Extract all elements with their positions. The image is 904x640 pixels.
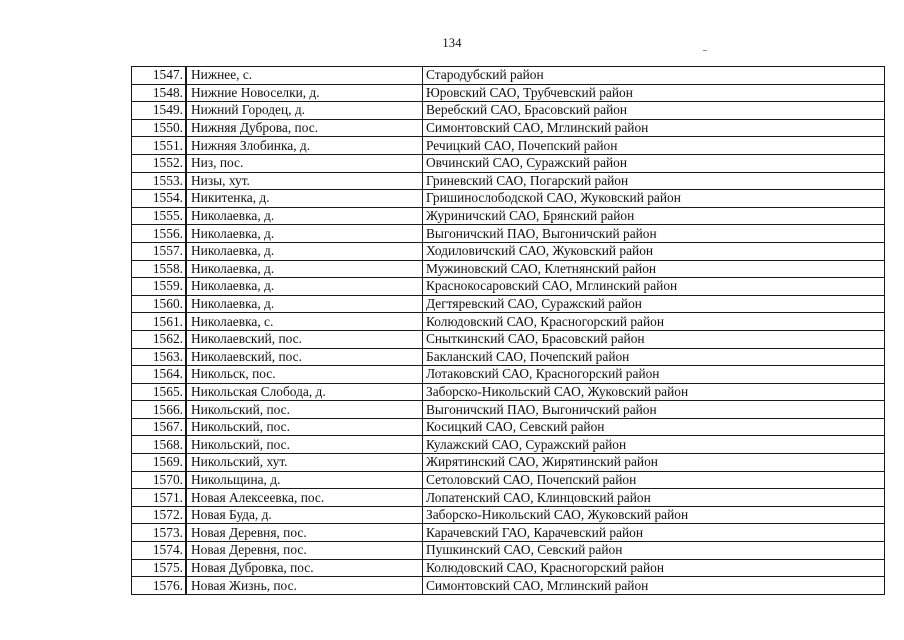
settlement-name: Никольщина, д. bbox=[186, 471, 423, 489]
table-row bbox=[132, 542, 885, 560]
settlement-name: Новая Алексеевка, пос. bbox=[186, 489, 423, 507]
settlements-table bbox=[131, 66, 885, 595]
administrative-district: Ходиловичский САО, Жуковский район bbox=[423, 242, 885, 260]
administrative-district: Веребский САО, Брасовский район bbox=[423, 102, 885, 120]
administrative-district: Кулажский САО, Суражский район bbox=[423, 436, 885, 454]
table-row bbox=[132, 67, 885, 85]
administrative-district: Лотаковский САО, Красногорский район bbox=[423, 366, 885, 384]
row-number: 1550. bbox=[132, 119, 187, 137]
table-row bbox=[132, 278, 885, 296]
administrative-district: Симонтовский САО, Мглинский район bbox=[423, 577, 885, 595]
table-row bbox=[132, 436, 885, 454]
table-row bbox=[132, 366, 885, 384]
administrative-district: Мужиновский САО, Клетнянский район bbox=[423, 260, 885, 278]
administrative-district: Гришинослободской САО, Жуковский район bbox=[423, 190, 885, 208]
settlement-name: Николаевка, д. bbox=[186, 225, 423, 243]
row-number: 1571. bbox=[132, 489, 187, 507]
table-row bbox=[132, 313, 885, 331]
settlement-name: Низ, пос. bbox=[186, 154, 423, 172]
administrative-district: Лопатенский САО, Клинцовский район bbox=[423, 489, 885, 507]
table-row bbox=[132, 190, 885, 208]
row-number: 1568. bbox=[132, 436, 187, 454]
settlement-name: Новая Буда, д. bbox=[186, 506, 423, 524]
administrative-district: Юровский САО, Трубчевский район bbox=[423, 84, 885, 102]
row-number: 1573. bbox=[132, 524, 187, 542]
settlement-name: Нижняя Дуброва, пос. bbox=[186, 119, 423, 137]
page-number: 134 bbox=[442, 36, 462, 50]
table-row bbox=[132, 454, 885, 472]
row-number: 1566. bbox=[132, 401, 187, 419]
administrative-district: Сныткинский САО, Брасовский район bbox=[423, 330, 885, 348]
table-row bbox=[132, 524, 885, 542]
settlement-name: Никитенка, д. bbox=[186, 190, 423, 208]
settlement-name: Нижние Новоселки, д. bbox=[186, 84, 423, 102]
row-number: 1555. bbox=[132, 207, 187, 225]
table-row bbox=[132, 295, 885, 313]
administrative-district: Овчинский САО, Суражский район bbox=[423, 154, 885, 172]
settlement-name: Николаевский, пос. bbox=[186, 330, 423, 348]
settlement-name: Николаевка, д. bbox=[186, 295, 423, 313]
row-number: 1576. bbox=[132, 577, 187, 595]
settlement-name: Нижний Городец, д. bbox=[186, 102, 423, 120]
settlement-name: Никольский, пос. bbox=[186, 418, 423, 436]
settlement-name: Никольская Слобода, д. bbox=[186, 383, 423, 401]
table-row bbox=[132, 172, 885, 190]
settlement-name: Николаевка, д. bbox=[186, 260, 423, 278]
row-number: 1554. bbox=[132, 190, 187, 208]
row-number: 1561. bbox=[132, 313, 187, 331]
administrative-district: Выгоничский ПАО, Выгоничский район bbox=[423, 225, 885, 243]
settlement-name: Никольский, хут. bbox=[186, 454, 423, 472]
table-row bbox=[132, 207, 885, 225]
table-row bbox=[132, 84, 885, 102]
settlement-name: Низы, хут. bbox=[186, 172, 423, 190]
settlement-name: Новая Жизнь, пос. bbox=[186, 577, 423, 595]
row-number: 1557. bbox=[132, 242, 187, 260]
settlement-name: Николаевка, с. bbox=[186, 313, 423, 331]
table-row bbox=[132, 137, 885, 155]
administrative-district: Заборско-Никольский САО, Жуковский район bbox=[423, 506, 885, 524]
administrative-district: Речицкий САО, Почепский район bbox=[423, 137, 885, 155]
row-number: 1564. bbox=[132, 366, 187, 384]
settlement-name: Никольск, пос. bbox=[186, 366, 423, 384]
row-number: 1552. bbox=[132, 154, 187, 172]
table-row bbox=[132, 348, 885, 366]
row-number: 1559. bbox=[132, 278, 187, 296]
row-number: 1570. bbox=[132, 471, 187, 489]
table-row bbox=[132, 119, 885, 137]
table-row bbox=[132, 471, 885, 489]
table-row bbox=[132, 577, 885, 595]
table-row bbox=[132, 242, 885, 260]
administrative-district: Сетоловский САО, Почепский район bbox=[423, 471, 885, 489]
row-number: 1558. bbox=[132, 260, 187, 278]
administrative-district: Колюдовский САО, Красногорский район bbox=[423, 313, 885, 331]
table-row bbox=[132, 489, 885, 507]
table-row bbox=[132, 260, 885, 278]
settlement-name: Никольский, пос. bbox=[186, 401, 423, 419]
settlement-name: Новая Деревня, пос. bbox=[186, 542, 423, 560]
administrative-district: Симонтовский САО, Мглинский район bbox=[423, 119, 885, 137]
table-row bbox=[132, 401, 885, 419]
table-row bbox=[132, 154, 885, 172]
administrative-district: Выгоничский ПАО, Выгоничский район bbox=[423, 401, 885, 419]
table-row bbox=[132, 225, 885, 243]
table-row bbox=[132, 506, 885, 524]
settlement-name: Николаевка, д. bbox=[186, 242, 423, 260]
row-number: 1562. bbox=[132, 330, 187, 348]
scan-mark bbox=[703, 50, 707, 51]
settlement-name: Нижняя Злобинка, д. bbox=[186, 137, 423, 155]
administrative-district: Стародубский район bbox=[423, 67, 885, 85]
table-row bbox=[132, 102, 885, 120]
row-number: 1551. bbox=[132, 137, 187, 155]
table-row bbox=[132, 383, 885, 401]
settlement-name: Николаевка, д. bbox=[186, 278, 423, 296]
administrative-district: Бакланский САО, Почепский район bbox=[423, 348, 885, 366]
row-number: 1565. bbox=[132, 383, 187, 401]
administrative-district: Карачевский ГАО, Карачевский район bbox=[423, 524, 885, 542]
administrative-district: Дегтяревский САО, Суражский район bbox=[423, 295, 885, 313]
row-number: 1574. bbox=[132, 542, 187, 560]
settlement-name: Новая Деревня, пос. bbox=[186, 524, 423, 542]
table-row bbox=[132, 559, 885, 577]
row-number: 1567. bbox=[132, 418, 187, 436]
row-number: 1549. bbox=[132, 102, 187, 120]
settlement-name: Николаевка, д. bbox=[186, 207, 423, 225]
row-number: 1563. bbox=[132, 348, 187, 366]
settlement-name: Нижнее, с. bbox=[186, 67, 423, 85]
table-body bbox=[132, 67, 885, 595]
row-number: 1569. bbox=[132, 454, 187, 472]
table-row bbox=[132, 418, 885, 436]
row-number: 1548. bbox=[132, 84, 187, 102]
administrative-district: Колюдовский САО, Красногорский район bbox=[423, 559, 885, 577]
row-number: 1547. bbox=[132, 67, 187, 85]
administrative-district: Заборско-Никольский САО, Жуковский район bbox=[423, 383, 885, 401]
administrative-district: Косицкий САО, Севский район bbox=[423, 418, 885, 436]
settlement-name: Никольский, пос. bbox=[186, 436, 423, 454]
settlement-name: Новая Дубровка, пос. bbox=[186, 559, 423, 577]
row-number: 1572. bbox=[132, 506, 187, 524]
administrative-district: Жирятинский САО, Жирятинский район bbox=[423, 454, 885, 472]
table-row bbox=[132, 330, 885, 348]
settlement-name: Николаевский, пос. bbox=[186, 348, 423, 366]
administrative-district: Пушкинский САО, Севский район bbox=[423, 542, 885, 560]
administrative-district: Гриневский САО, Погарский район bbox=[423, 172, 885, 190]
administrative-district: Журиничский САО, Брянский район bbox=[423, 207, 885, 225]
row-number: 1553. bbox=[132, 172, 187, 190]
administrative-district: Краснокосаровский САО, Мглинский район bbox=[423, 278, 885, 296]
row-number: 1560. bbox=[132, 295, 187, 313]
row-number: 1575. bbox=[132, 559, 187, 577]
row-number: 1556. bbox=[132, 225, 187, 243]
